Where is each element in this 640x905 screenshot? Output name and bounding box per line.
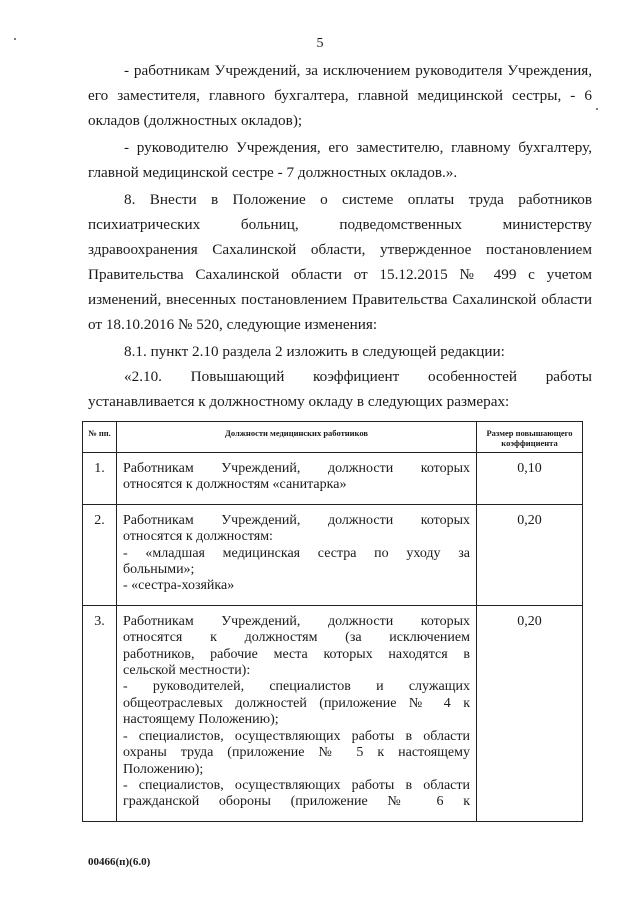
coefficient-table [82,421,583,822]
row-description-line: - специалистов, осуществляющих работы в области [123,728,470,744]
paragraph-item-8: 8. Внести в Положение о системе оплаты труда работников психиатрических больниц, подведомственных министерству здравоохранения Сахалинской области, утвержденное постановлением Правительства Сахалинской области от 15.12.2015 № 499 с учетом изменений, внесенных постановлением Правительства Сахалинской области от 18.10.2016 № 520, следующие изменения: [88,191,592,333]
row-number: 1. [83,453,117,505]
paragraph-item-2-10: «2.10. Повышающий коэффициент особенностей работы устанавливается к должностному окладу в следующих размерах: [88,368,592,410]
scan-speck [596,108,598,110]
page-number: 5 [316,36,324,51]
row-description-line: - «сестра-хозяйка» [123,578,235,594]
table-row [83,453,583,505]
row-description [117,453,477,505]
table-row [83,504,583,605]
row-description-line: - руководителей, специалистов и служащих [123,679,470,695]
row-description-line: Положению); [123,761,204,777]
header-coefficient: Размер повышающего коэффициента [477,422,583,453]
table-header-row [83,422,583,453]
row-description-line: гражданской обороны (приложение № 6 к [123,794,470,810]
row-coefficient: 0,10 [477,453,583,505]
row-description-line: настоящему Положению); [123,712,279,728]
row-description-line: относятся к должностям (за исключением [123,630,470,646]
row-description-line: относятся к должностям «санитарка» [123,477,347,493]
row-description-line: общеотраслевых должностей (приложение № 4 к [123,695,470,711]
paragraph-head-salary: - руководителю Учреждения, его заместителю, главному бухгалтеру, главной медицинской сестре - 7 должностных окладов.». [88,139,592,181]
row-number: 2. [83,504,117,605]
row-description-line: Работникам Учреждений, должности которых [123,512,470,528]
row-description-line: - «младшая медицинская сестра по уходу за [123,545,470,561]
row-description-line: Работникам Учреждений, должности которых [123,613,470,629]
row-coefficient: 0,20 [477,504,583,605]
row-description-line: работников, рабочие места которых находятся в [123,646,470,662]
row-description-line: сельской местности): [123,663,251,679]
row-description [117,504,477,605]
table-row [83,605,583,821]
paragraph-workers-salary: - работникам Учреждений, за исключением руководителя Учреждения, его заместителя, главного бухгалтера, главной медицинской сестры, - 6 окладов (должностных окладов); [88,62,592,129]
row-coefficient: 0,20 [477,605,583,821]
paragraph-item-8-1: 8.1. пункт 2.10 раздела 2 изложить в следующей редакции: [124,343,505,360]
row-description-line: относятся к должностям: [123,529,273,545]
header-positions: Должности медицинских работников [117,422,477,453]
row-number: 3. [83,605,117,821]
row-description-line: Работникам Учреждений, должности которых [123,461,470,476]
row-description-line: - специалистов, осуществляющих работы в области [123,777,470,793]
header-number: № пп. [83,422,117,453]
document-code: 00466(п)(6.0) [88,856,151,868]
body-text [88,58,592,414]
row-description-line: охраны труда (приложение № 5 к настоящему [123,745,470,761]
row-description-line: больными»; [123,562,195,578]
row-description [117,605,477,821]
